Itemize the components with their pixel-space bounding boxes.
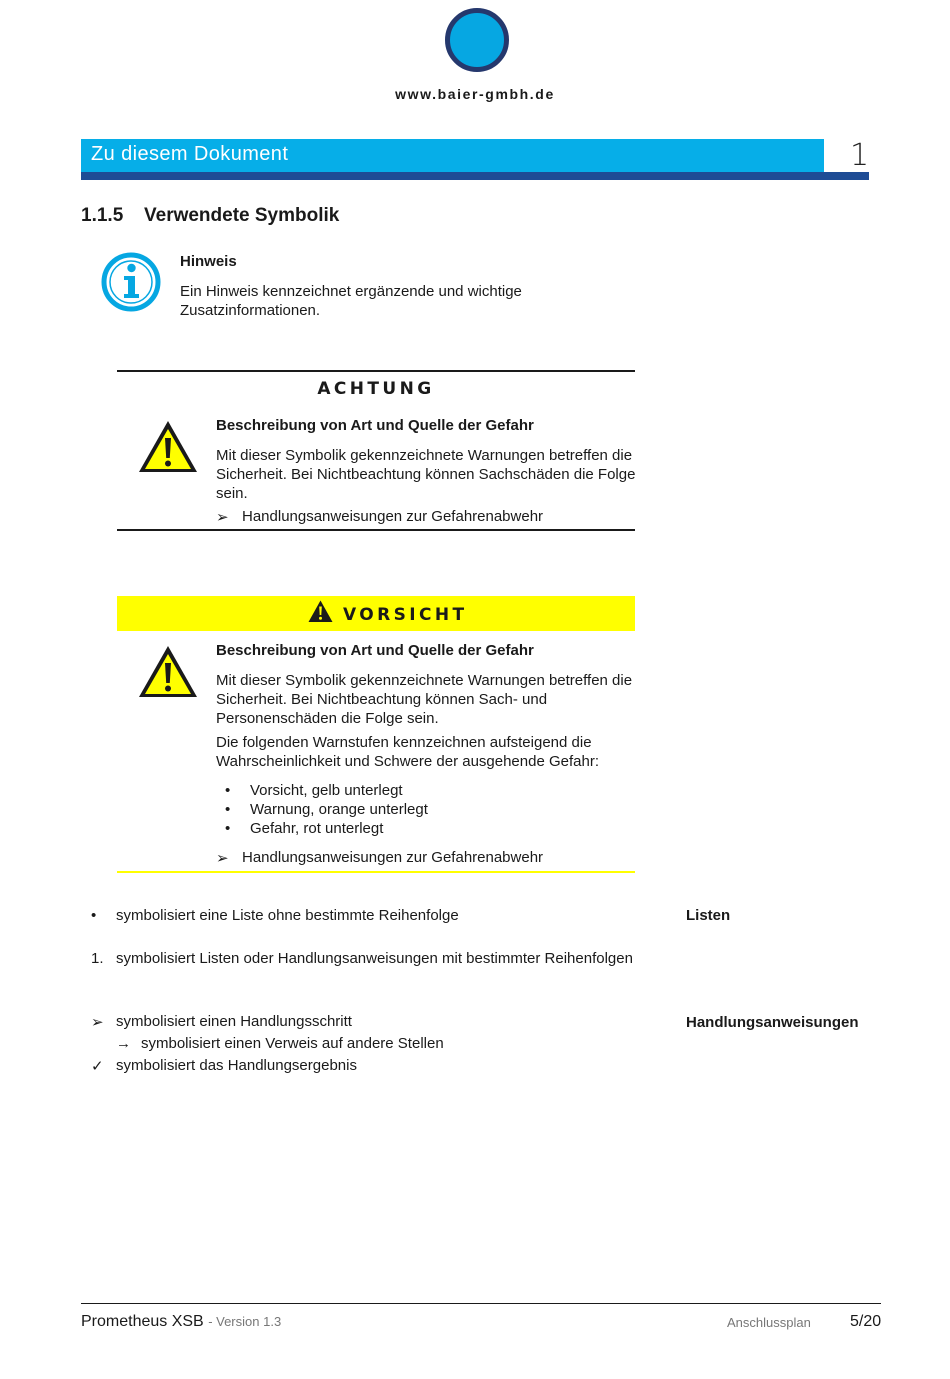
- bullet-icon: •: [225, 801, 231, 818]
- product-name: Prometheus XSB: [81, 1313, 204, 1330]
- legend-action-step: [81, 1013, 352, 1031]
- page-number: 5/20: [850, 1313, 882, 1330]
- right-arrow-icon: →: [116, 1035, 131, 1052]
- warning-level: Gefahr, rot unterlegt: [250, 820, 384, 837]
- chapter-title: Zu diesem Dokument: [91, 143, 289, 165]
- company-url[interactable]: www.baier-gmbh.de: [395, 86, 555, 102]
- list-item: [216, 781, 428, 800]
- legend-text: symbolisiert das Handlungsergebnis: [116, 1057, 357, 1074]
- section-title: Verwendete Symbolik: [144, 205, 340, 226]
- warning-level: Warnung, orange unterlegt: [250, 801, 428, 818]
- warning-level: Vorsicht, gelb unterlegt: [250, 782, 403, 799]
- small-warning-icon: [308, 600, 333, 623]
- note-title: Hinweis: [180, 253, 237, 270]
- vorsicht-heading: VORSICHT: [343, 605, 468, 625]
- achtung-subtitle: Beschreibung von Art und Quelle der Gefahr: [216, 417, 534, 434]
- vorsicht-text: Mit dieser Symbolik gekennzeichnete Warnungen betreffen die Sicherheit. Bei Nichtbeachtung können Sach- und Personenschäden die Folge sein.: [216, 672, 633, 727]
- side-label-lists: Listen: [686, 907, 731, 924]
- side-label-actions: Handlungsanweisungen: [686, 1014, 859, 1031]
- legend-unordered: [81, 907, 459, 924]
- legend-result: [81, 1057, 357, 1075]
- arrow-bullet-icon: ➢: [216, 509, 229, 526]
- vorsicht-subtitle: Beschreibung von Art und Quelle der Gefahr: [216, 642, 534, 659]
- chapter-number: 1: [850, 138, 870, 173]
- arrow-bullet-icon: ➢: [216, 850, 229, 867]
- vorsicht-text-levels: Die folgenden Warnstufen kennzeichnen aufsteigend die Wahrscheinlichkeit und Schwere der ausgehende Gefahr:: [216, 734, 599, 770]
- bullet-icon: •: [225, 782, 231, 799]
- vorsicht-action: [216, 849, 543, 867]
- footer-doc-type: Anschlussplan: [727, 1315, 811, 1330]
- achtung-action: [216, 508, 543, 526]
- warning-triangle-icon: [136, 418, 200, 476]
- legend-reference: [116, 1035, 444, 1052]
- info-icon: [99, 250, 163, 314]
- checkmark-icon: ✓: [91, 1058, 104, 1075]
- achtung-text: Mit dieser Symbolik gekennzeichnete Warnungen betreffen die Sicherheit. Bei Nichtbeachtung können Sachschäden die Folge sein.: [216, 447, 636, 502]
- achtung-bottom-rule: [117, 529, 635, 531]
- note-text: Ein Hinweis kennzeichnet ergänzende und wichtige Zusatzinformationen.: [180, 283, 522, 319]
- warning-triangle-icon: [136, 643, 200, 701]
- arrow-bullet-icon: ➢: [91, 1014, 104, 1031]
- number-marker: 1.: [91, 950, 104, 967]
- achtung-top-rule: [117, 370, 635, 372]
- vorsicht-bottom-rule: [117, 871, 635, 873]
- achtung-heading: ACHTUNG: [317, 379, 435, 399]
- footer-rule: [81, 1303, 881, 1304]
- company-logo: [445, 8, 509, 72]
- achtung-action-text: Handlungsanweisungen zur Gefahrenabwehr: [242, 508, 544, 525]
- list-item: [216, 800, 428, 819]
- legend-text: symbolisiert eine Liste ohne bestimmte Reihenfolge: [116, 907, 459, 924]
- chapter-rule: [81, 172, 869, 180]
- bullet-icon: •: [225, 820, 231, 837]
- legend-text: symbolisiert einen Handlungsschritt: [116, 1013, 352, 1030]
- bullet-icon: •: [91, 907, 97, 924]
- legend-ordered: [81, 950, 633, 967]
- product-version: - Version 1.3: [208, 1314, 282, 1329]
- legend-text: symbolisiert Listen oder Handlungsanweisungen mit bestimmter Reihenfolgen: [116, 950, 633, 967]
- list-item: [216, 819, 428, 838]
- legend-text: symbolisiert einen Verweis auf andere Stellen: [141, 1035, 444, 1052]
- warning-levels-list: [216, 781, 428, 838]
- vorsicht-action-text: Handlungsanweisungen zur Gefahrenabwehr: [242, 849, 544, 866]
- section-heading: [81, 205, 339, 227]
- footer-product: [81, 1313, 281, 1331]
- section-number: 1.1.5: [81, 205, 124, 226]
